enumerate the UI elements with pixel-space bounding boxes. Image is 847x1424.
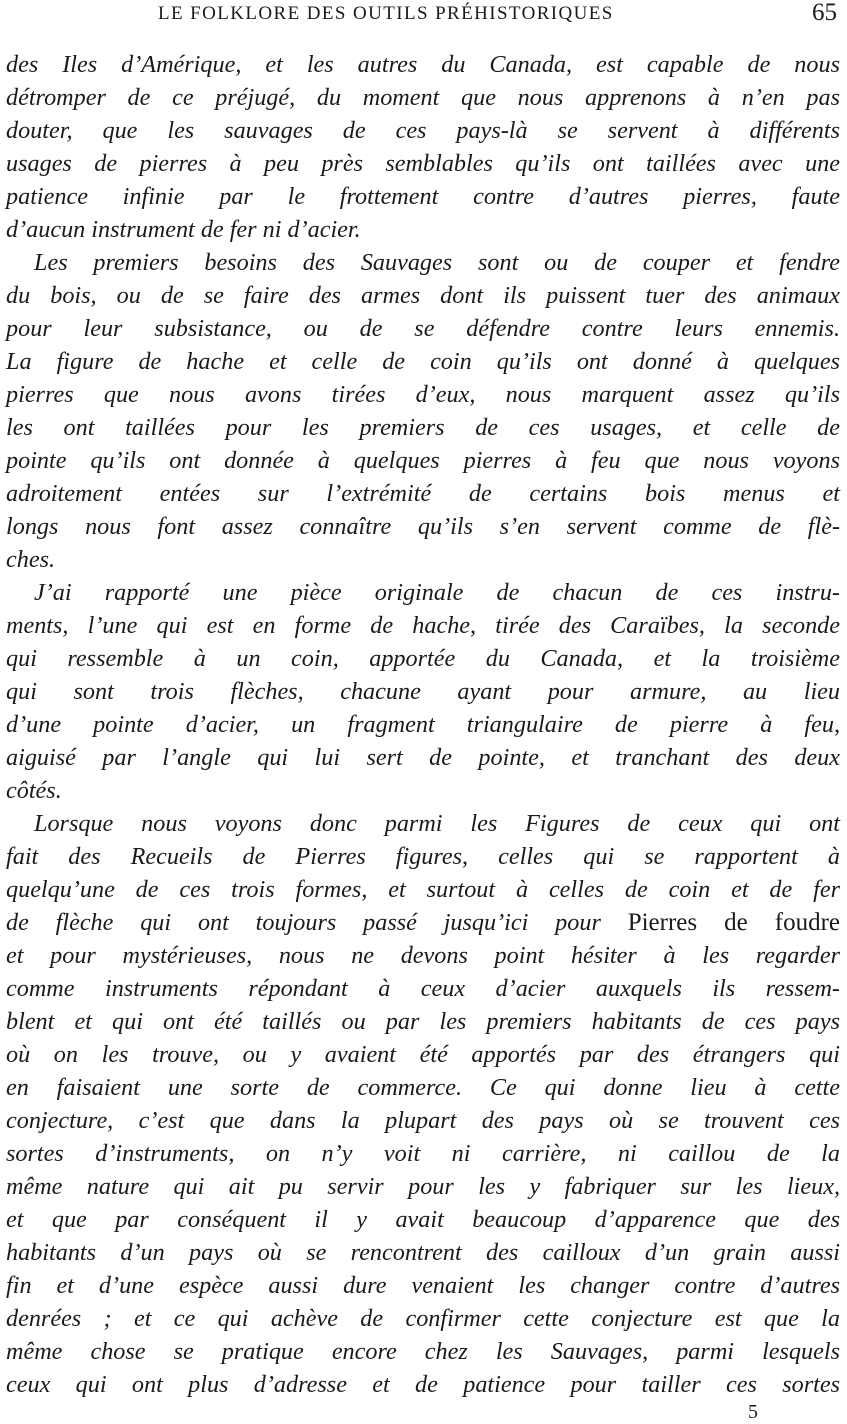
signature-mark: 5 — [748, 1401, 758, 1423]
running-title: LE FOLKLORE DES OUTILS PRÉHISTORIQUES — [158, 3, 614, 24]
text-line: aiguisé par l’angle qui lui sert de pointe, et tranchant des deux — [6, 744, 840, 771]
text-line: des Iles d’Amérique, et les autres du Canada, est capable de nous — [6, 51, 840, 78]
text-line: en faisaient une sorte de commerce. Ce qui donne lieu à cette — [6, 1074, 840, 1101]
text-line: d’une pointe d’acier, un fragment triangulaire de pierre à feu, — [6, 711, 840, 738]
text-line: blent et qui ont été taillés ou par les premiers habitants de ces pays — [6, 1008, 840, 1035]
text-line: même chose se pratique encore chez les Sauvages, parmi lesquels — [6, 1338, 840, 1365]
paragraph-start-line: Les premiers besoins des Sauvages sont ou de couper et fendre — [34, 249, 840, 276]
text-line: et pour mystérieuses, nous ne devons point hésiter à les regarder — [6, 942, 840, 969]
text-line: même nature qui ait pu servir pour les y fabriquer sur les lieux, — [6, 1173, 840, 1200]
text-line: détromper de ce préjugé, du moment que nous apprenons à n’en pas — [6, 84, 840, 111]
text-line: pointe qu’ils ont donnée à quelques pierres à feu que nous voyons — [6, 447, 840, 474]
text-line: patience infinie par le frottement contre d’autres pierres, faute — [6, 183, 840, 210]
text-line: denrées ; et ce qui achève de confirmer cette conjecture est que la — [6, 1305, 840, 1332]
text-line-with-roman — [6, 906, 840, 939]
text-line: du bois, ou de se faire des armes dont ils puissent tuer des animaux — [6, 282, 840, 309]
text-line: longs nous font assez connaître qu’ils s’en servent comme de flè- — [6, 513, 840, 540]
page-number: 65 — [812, 0, 837, 26]
text-line: sortes d’instruments, on n’y voit ni carrière, ni caillou de la — [6, 1140, 840, 1167]
text-line: fin et d’une espèce aussi dure venaient les changer contre d’autres — [6, 1272, 840, 1299]
text-line: ches. — [6, 546, 56, 573]
text-line: comme instruments répondant à ceux d’acier auxquels ils ressem- — [6, 975, 840, 1002]
text-line: usages de pierres à peu près semblables qu’ils ont taillées avec une — [6, 150, 840, 177]
text-line: ments, l’une qui est en forme de hache, tirée des Caraïbes, la seconde — [6, 612, 840, 639]
text-line: habitants d’un pays où se rencontrent des cailloux d’un grain aussi — [6, 1239, 840, 1266]
text-line: quelqu’une de ces trois formes, et surtout à celles de coin et de fer — [6, 876, 840, 903]
text-line: La figure de hache et celle de coin qu’ils ont donné à quelques — [6, 348, 840, 375]
text-segment: de flèche qui ont toujours passé jusqu’ici pour — [6, 909, 601, 936]
paragraph-start-line: J’ai rapporté une pièce originale de chacun de ces instru- — [34, 579, 840, 606]
text-line: fait des Recueils de Pierres figures, celles qui se rapportent à — [6, 843, 840, 870]
text-line: les ont taillées pour les premiers de ces usages, et celle de — [6, 414, 840, 441]
body-text — [6, 48, 840, 1401]
text-line: où on les trouve, ou y avaient été apportés par des étrangers qui — [6, 1041, 840, 1068]
text-line: pierres que nous avons tirées d’eux, nous marquent assez qu’ils — [6, 381, 840, 408]
text-line: conjecture, c’est que dans la plupart des pays où se trouvent ces — [6, 1107, 840, 1134]
roman-phrase: Pierres de foudre — [627, 909, 840, 936]
page-header — [0, 0, 847, 30]
text-line: adroitement entées sur l’extrémité de certains bois menus et — [6, 480, 840, 507]
text-line: qui ressemble à un coin, apportée du Canada, et la troisième — [6, 645, 840, 672]
text-line: douter, que les sauvages de ces pays-là se servent à différents — [6, 117, 840, 144]
text-line: qui sont trois flèches, chacune ayant pour armure, au lieu — [6, 678, 840, 705]
text-line: ceux qui ont plus d’adresse et de patience pour tailler ces sortes — [6, 1371, 840, 1398]
text-line: d’aucun instrument de fer ni d’acier. — [6, 216, 361, 243]
text-line: et que par conséquent il y avait beaucoup d’apparence que des — [6, 1206, 840, 1233]
text-line: côtés. — [6, 777, 62, 804]
text-line: pour leur subsistance, ou de se défendre contre leurs ennemis. — [6, 315, 840, 342]
paragraph-start-line: Lorsque nous voyons donc parmi les Figures de ceux qui ont — [34, 810, 840, 837]
